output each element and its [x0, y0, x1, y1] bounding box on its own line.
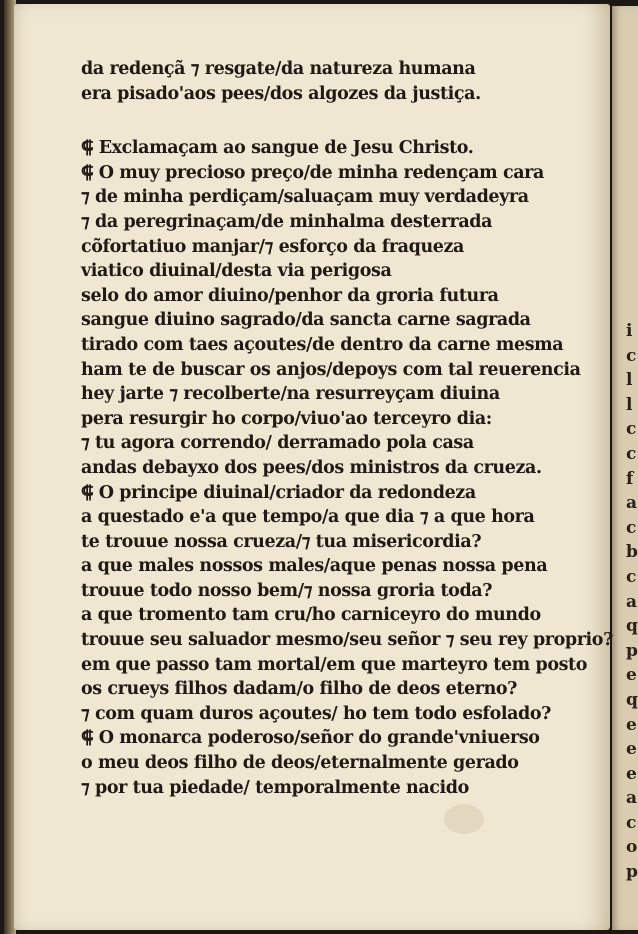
paragraph-1: [81, 57, 621, 106]
text-line: da redençã ⁊ resgate/da natureza humana: [81, 59, 476, 79]
facing-page-letter: q: [626, 689, 638, 710]
text-line: andas debayxo dos pees/dos ministros da crueza.: [81, 457, 542, 478]
paragraph-2: [81, 161, 621, 800]
text-line: ⁊ por tua piedade/ temporalmente nacido: [81, 777, 469, 798]
text-line: ⁊ com quam duros açoutes/ ho tem todo esfolado?: [81, 703, 551, 724]
text-line: ⁊ tu agora correndo/ derramado pola casa: [81, 433, 474, 454]
text-line: pera resurgir ho corpo/viuo'ao terceyro dia:: [81, 408, 492, 429]
text-line: tirado com taes açoutes/de dentro da carne mesma: [81, 334, 564, 355]
text-line: sangue diuino sagrado/da sancta carne sagrada: [81, 310, 531, 331]
text-line: cõfortatiuo manjar/⁊ esforço da fraqueza: [81, 236, 464, 257]
facing-page-letter: b: [626, 542, 638, 563]
facing-page-letter: a: [626, 493, 638, 514]
text-line: em que passo tam mortal/em que marteyro tem posto: [81, 654, 587, 675]
facing-page-letter: c: [626, 566, 637, 587]
text-line: ⁊ da peregrinaçam/de minhalma desterrada: [81, 211, 493, 232]
facing-page-letter: e: [626, 763, 637, 784]
facing-page-letter: a: [626, 788, 638, 809]
text-line: selo do amor diuino/penhor da groria futura: [81, 285, 499, 306]
text-line: ⁊ de minha perdiçam/saluaçam muy verdadeyra: [81, 187, 529, 208]
text-line: ⸿ O principe diuinal/criador da redondeza: [81, 482, 476, 503]
text-line: a questado e'a que tempo/a que dia ⁊ a que hora: [81, 507, 535, 528]
facing-page-letter: e: [626, 714, 637, 735]
text-line: ham te de buscar os anjos/depoys com tal reuerencia: [81, 359, 581, 380]
facing-page-letter: f: [626, 468, 634, 489]
text-line: a que tromento tam cru/ho carniceyro do mundo: [81, 605, 541, 626]
facing-page-letter: e: [626, 739, 637, 760]
text-line: trouue seu saluador mesmo/seu señor ⁊ seu rey proprio?: [81, 630, 613, 651]
facing-page-letter: c: [626, 812, 637, 833]
text-line: te trouue nossa crueza/⁊ tua misericordia?: [81, 531, 482, 552]
facing-page-letter: p: [626, 640, 638, 661]
facing-page-letter: c: [626, 345, 637, 366]
facing-page-letter: a: [626, 591, 638, 612]
text-line: o meu deos filho de deos/eternalmente gerado: [81, 753, 519, 774]
facing-page-letter: l: [626, 394, 633, 415]
facing-page-letter: l: [626, 370, 633, 391]
text-line: ⸿ O muy precioso preço/de minha redençam cara: [81, 162, 544, 183]
facing-page-letter: q: [626, 616, 638, 637]
facing-page-letter: o: [626, 837, 638, 858]
facing-page-letter: c: [626, 517, 637, 538]
page-text: [81, 57, 621, 800]
paper-stain: [444, 804, 484, 834]
section-heading: ⸿ Exclamaçam ao sangue de Jesu Christo.: [81, 138, 474, 159]
text-line: viatico diuinal/desta via perigosa: [81, 261, 392, 282]
facing-page-letter: c: [626, 419, 637, 440]
text-line: era pisado'aos pees/dos algozes da justiça.: [81, 83, 481, 104]
facing-page-letter: e: [626, 665, 637, 686]
text-line: hey jarte ⁊ recolberte/na resurreyçam diuina: [81, 384, 500, 405]
facing-page-letter: p: [626, 862, 638, 883]
text-line: a que males nossos males/aque penas nossa pena: [81, 556, 548, 577]
facing-page-letter: i: [626, 321, 633, 341]
text-line: os crueys filhos dadam/o filho de deos eterno?: [81, 679, 518, 700]
text-line: trouue todo nosso bem/⁊ nossa groria toda?: [81, 580, 493, 601]
facing-page-letter: c: [626, 443, 637, 464]
text-line: ⸿ O monarca poderoso/señor do grande'vniuerso: [81, 728, 540, 749]
